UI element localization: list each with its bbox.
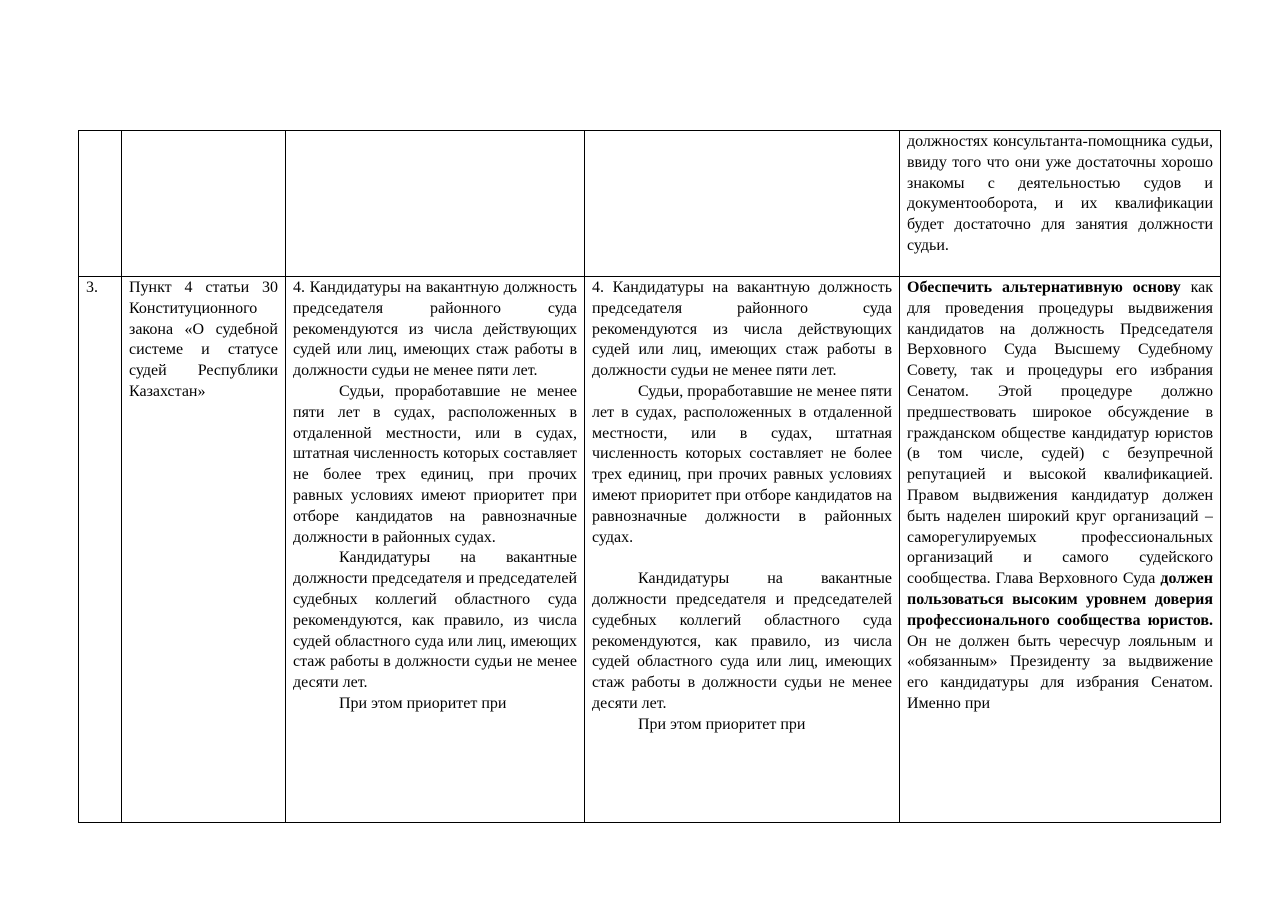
table-row [79, 277, 1221, 823]
cell-draft-wording [585, 131, 900, 277]
comparison-table [78, 130, 1221, 823]
row-number: 3. [86, 279, 98, 296]
bold-text: должен пользоваться высоким уровнем доверия профессионального сообщества юристов. [907, 570, 1213, 629]
paragraph: Кандидатуры на вакантные должности председателя и председателей судебных коллегий областного суда рекомендуются, как правило, из числа судей областного суда или лиц, имеющих стаж работы в должности судьи не менее десяти лет. [293, 549, 577, 692]
cell-article [122, 277, 286, 823]
bold-text: Обеспечить альтернативную основу [907, 279, 1181, 296]
paragraph: При этом приоритет при [638, 715, 806, 733]
proposal-paragraph [907, 278, 1213, 715]
cell-draft-wording [585, 277, 900, 823]
paragraph: При этом приоритет при [339, 694, 507, 712]
paragraph: Судьи, проработавшие не менее пяти лет в судах, расположенных в отдаленной местности, или в судах, штатная численность которых составляет не более трех единиц, при прочих равных условиях имеют приоритет при отборе кандидатов на равнозначные должности в районных судах. [592, 382, 892, 546]
paragraph: Кандидатуры на вакантные должности председателя и председателей судебных коллегий областного суда рекомендуются, как правило, из числа судей областного суда или лиц, имеющих стаж работы в должности судьи не менее десяти лет. [592, 570, 892, 712]
proposal-text: должностях консультанта-помощника судьи, ввиду того что они уже достаточны хорошо знакомы с деятельностью судов и документооборота, и их квалификации будет достаточно для занятия должности судьи. [907, 133, 1213, 254]
cell-article [122, 131, 286, 277]
plain-text: Он не должен быть чересчур лояльным и «обязанным» Президенту за выдвижение его кандидатуры для избрания Сенатом. Именно при [907, 632, 1213, 712]
cell-proposal [900, 131, 1221, 277]
cell-current-wording [286, 277, 585, 823]
paragraph: Судьи, проработавшие не менее пяти лет в судах, расположенных в отдаленной местности, или в судах, штатная численность которых составляет не более трех единиц, при прочих равных условиях имеют приоритет при отборе кандидатов на равнозначные должности в районных судах. [293, 382, 577, 546]
article-reference: Пункт 4 статьи 30 Конституционного закона «О судебной системе и статусе судей Республики Казахстан» [129, 279, 278, 400]
table-row [79, 131, 1221, 277]
cell-number [79, 131, 122, 277]
cell-current-wording [286, 131, 585, 277]
cell-number [79, 277, 122, 823]
paragraph: 4. Кандидатуры на вакантную должность председателя районного суда рекомендуются из числа действующих судей или лиц, имеющих стаж работы в должности судьи не менее пяти лет. [592, 279, 892, 380]
paragraph: 4. Кандидатуры на вакантную должность председателя районного суда рекомендуются из числа действующих судей или лиц, имеющих стаж работы в должности судьи не менее пяти лет. [293, 279, 577, 380]
plain-text: как для проведения процедуры выдвижения кандидатов на должность Председателя Верховного Суда Высшему Судебному Совету, так и процедуры его избрания Сенатом. Этой процедуре должно предшествовать широкое обсуждение в гражданском обществе кандидатур юристов (в том числе, судей) с безупречной репутацией и высокой квалификацией. Правом выдвижения кандидатур должен быть наделен широкий круг организаций – саморегулируемых профессиональных организаций и самого судейского сообщества. Глава Верховного Суда [907, 279, 1213, 588]
cell-proposal [900, 277, 1221, 823]
